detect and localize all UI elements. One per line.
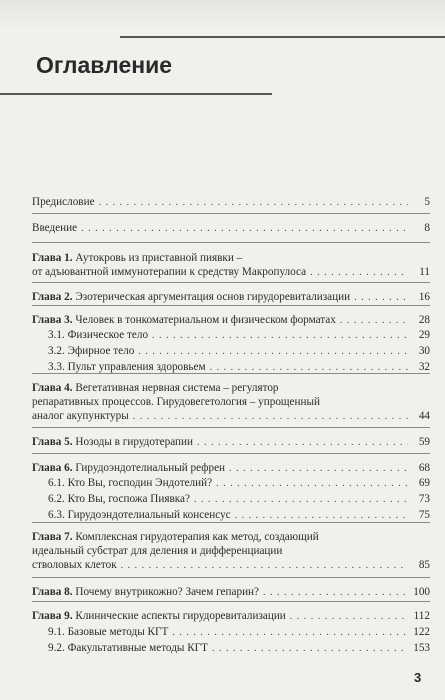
chapter-label: Глава 6. [32, 462, 73, 474]
toc-entry[interactable] [32, 381, 430, 424]
toc-entry-title: аналог акупунктуры [32, 410, 129, 422]
dot-leader [290, 610, 408, 624]
toc-page-number: 29 [418, 329, 430, 341]
toc-entry[interactable] [32, 221, 430, 236]
toc-line [32, 585, 430, 600]
toc-page-number: 112 [413, 610, 430, 622]
toc-page-number: 59 [418, 436, 430, 448]
toc-subsection[interactable] [48, 344, 430, 359]
toc-entry-title: Глава 9. Клинические аспекты гирудоревитализации [32, 610, 286, 622]
toc-subsection[interactable] [48, 476, 430, 491]
section-divider [32, 242, 430, 243]
toc-line [32, 251, 430, 265]
toc-entry-title: идеальный субстрат для деления и дифференциации [32, 545, 283, 557]
title-underline [0, 93, 272, 95]
dot-leader [235, 509, 408, 523]
dot-leader [172, 626, 408, 640]
toc-entry[interactable] [32, 251, 430, 280]
toc-entry[interactable] [32, 435, 430, 450]
toc-subsection[interactable] [48, 328, 430, 343]
toc-entry-title: репаративных процессов. Гирудовегетология – упрощенный [32, 396, 320, 408]
dot-leader [121, 559, 408, 573]
toc-line [32, 313, 430, 328]
toc-line [32, 395, 430, 409]
toc-line [48, 360, 430, 375]
dot-leader [310, 266, 408, 280]
toc-page-number: 122 [413, 626, 430, 638]
toc-line [32, 265, 430, 280]
toc-page-number: 32 [418, 361, 430, 373]
dot-leader [340, 314, 408, 328]
toc-entry-title: 3.3. Пульт управления здоровьем [48, 361, 206, 373]
toc-entry-title: 6.2. Кто Вы, госпожа Пиявка? [48, 493, 190, 505]
section-divider [32, 577, 430, 578]
toc-line [48, 508, 430, 523]
chapter-label: Глава 4. [32, 382, 73, 394]
toc-line [32, 530, 430, 544]
toc-page-number: 153 [413, 642, 430, 654]
toc-entry[interactable] [32, 195, 430, 210]
toc-entry-title: 9.2. Факультативные методы КГТ [48, 642, 208, 654]
toc-line [48, 476, 430, 491]
toc-page-number: 73 [418, 493, 430, 505]
toc-line [32, 290, 430, 305]
dot-leader [152, 329, 408, 343]
toc-entry[interactable] [32, 290, 430, 305]
section-divider [32, 282, 430, 283]
toc-entry-title: стволовых клеток [32, 559, 117, 571]
toc-page-number: 69 [418, 477, 430, 489]
chapter-label: Глава 9. [32, 610, 73, 622]
facing-page-bleed [0, 0, 445, 30]
section-divider [32, 305, 430, 306]
chapter-label: Глава 2. [32, 291, 73, 303]
toc-subsection[interactable] [48, 508, 430, 523]
toc-page-number: 11 [419, 266, 430, 278]
toc-entry-title: Глава 3. Человек в тонкоматериальном и физическом форматах [32, 314, 336, 326]
toc-page-number: 30 [418, 345, 430, 357]
toc-page-number: 8 [424, 222, 430, 234]
toc-line [32, 609, 430, 624]
toc-entry-title: Предисловие [32, 196, 95, 208]
toc-page-number: 44 [418, 410, 430, 422]
section-divider [32, 453, 430, 454]
toc-entry-title: 9.1. Базовые методы КГТ [48, 626, 169, 638]
chapter-label: Глава 8. [32, 586, 73, 598]
toc-entry-title: 6.3. Гирудоэндотелиальный консенсус [48, 509, 231, 521]
toc-page-number: 5 [424, 196, 430, 208]
toc-page-number: 75 [418, 509, 430, 521]
chapter-label: Глава 3. [32, 314, 73, 326]
dot-leader [81, 222, 408, 236]
toc-line [32, 409, 430, 424]
toc-entry[interactable] [32, 530, 430, 573]
toc-entry-title: Глава 8. Почему внутрикожно? Зачем гепарин? [32, 586, 260, 598]
toc-entry-title: 3.1. Физическое тело [48, 329, 149, 341]
toc-line [32, 221, 430, 236]
toc-entry[interactable] [32, 609, 430, 624]
toc-entry[interactable] [32, 313, 430, 328]
toc-entry[interactable] [32, 461, 430, 476]
toc-line [32, 381, 430, 395]
toc-subsection[interactable] [48, 492, 430, 507]
toc-entry-title: Глава 4. Вегетативная нервная система – регулятор [32, 382, 279, 394]
dot-leader [229, 462, 408, 476]
toc-page-number: 68 [418, 462, 430, 474]
toc-page-number: 85 [418, 559, 430, 571]
toc-entry-title: Введение [32, 222, 78, 234]
page-title: Оглавление [36, 52, 173, 78]
toc-line [32, 435, 430, 450]
chapter-label: Глава 1. [32, 252, 73, 264]
toc-entry[interactable] [32, 585, 430, 600]
header-rule [120, 36, 445, 38]
dot-leader [197, 436, 408, 450]
dot-leader [133, 410, 408, 424]
dot-leader [194, 493, 408, 507]
toc-entry-title: Глава 1. Аутокровь из приставной пиявки – [32, 252, 243, 264]
toc-line [48, 625, 430, 640]
toc-subsection[interactable] [48, 625, 430, 640]
toc-line [32, 461, 430, 476]
section-divider [32, 213, 430, 214]
toc-page-number: 100 [413, 586, 430, 598]
toc-page-number: 16 [418, 291, 430, 303]
toc-entry-title: 3.2. Эфирное тело [48, 345, 135, 357]
section-divider [32, 601, 430, 602]
toc-entry-title: Глава 6. Гирудоэндотелиальный рефрен [32, 462, 226, 474]
dot-leader [212, 642, 408, 656]
section-divider [32, 427, 430, 428]
toc-line [32, 544, 430, 558]
chapter-label: Глава 7. [32, 531, 73, 543]
dot-leader [138, 345, 408, 359]
toc-line [32, 195, 430, 210]
toc-entry-title: Глава 2. Эзотерическая аргументация основ гирудоревитализации [32, 291, 351, 303]
toc-entry-title: Глава 7. Комплексная гирудотерапия как метод, создающий [32, 531, 319, 543]
chapter-label: Глава 5. [32, 436, 73, 448]
dot-leader [216, 477, 408, 491]
toc-line [32, 558, 430, 573]
toc-line [48, 344, 430, 359]
dot-leader [263, 586, 408, 600]
dot-leader [99, 196, 408, 210]
toc-line [48, 328, 430, 343]
toc-subsection[interactable] [48, 641, 430, 656]
page-number: 3 [414, 670, 422, 685]
dot-leader [210, 361, 408, 375]
toc-entry-title: 6.1. Кто Вы, господин Эндотелий? [48, 477, 213, 489]
toc-line [48, 492, 430, 507]
toc-entry-title: от адъювантной иммунотерапии к средству Макропулоса [32, 266, 307, 278]
toc-entry-title: Глава 5. Нозоды в гирудотерапии [32, 436, 194, 448]
toc-subsection[interactable] [48, 360, 430, 375]
toc-page-number: 28 [418, 314, 430, 326]
dot-leader [354, 291, 408, 305]
toc-line [48, 641, 430, 656]
